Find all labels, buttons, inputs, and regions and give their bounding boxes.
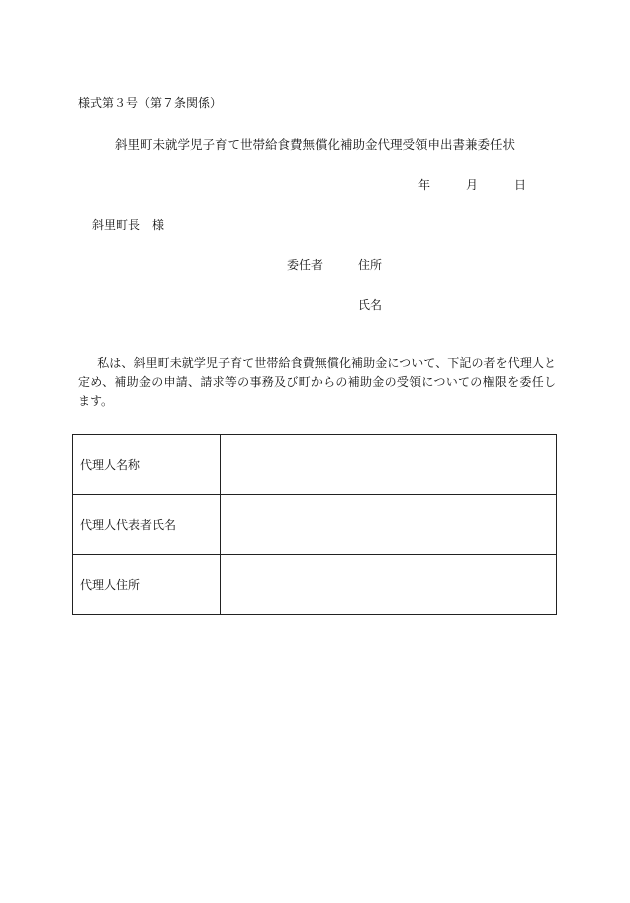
delegation-statement: 私は、斜里町未就学児子育て世帯給食費無償化補助金について、下記の者を代理人と定め、補助金の申請、請求等の事務及び町からの補助金の受領についての権限を委任します。 bbox=[78, 356, 556, 408]
agent-info-table bbox=[72, 434, 557, 615]
table-row bbox=[73, 555, 557, 615]
agent-address-field[interactable] bbox=[221, 555, 557, 615]
agent-representative-label: 代理人代表者氏名 bbox=[73, 495, 221, 555]
agent-representative-field[interactable] bbox=[221, 495, 557, 555]
agent-address-label: 代理人住所 bbox=[73, 555, 221, 615]
agent-name-field[interactable] bbox=[221, 435, 557, 495]
grantor-address-label: 住所 bbox=[358, 258, 383, 272]
grantor-label: 委任者 bbox=[287, 258, 324, 272]
table-row bbox=[73, 495, 557, 555]
date-year-label: 年 bbox=[418, 178, 431, 192]
form-number: 様式第３号（第７条関係） bbox=[78, 96, 223, 110]
date-day-label: 日 bbox=[514, 178, 527, 192]
grantor-name-label: 氏名 bbox=[358, 298, 383, 312]
table-row bbox=[73, 435, 557, 495]
addressee: 斜里町長 様 bbox=[92, 218, 165, 232]
agent-name-label: 代理人名称 bbox=[73, 435, 221, 495]
document-title: 斜里町未就学児子育て世帯給食費無償化補助金代理受領申出書兼委任状 bbox=[114, 137, 515, 152]
date-month-label: 月 bbox=[466, 178, 479, 192]
